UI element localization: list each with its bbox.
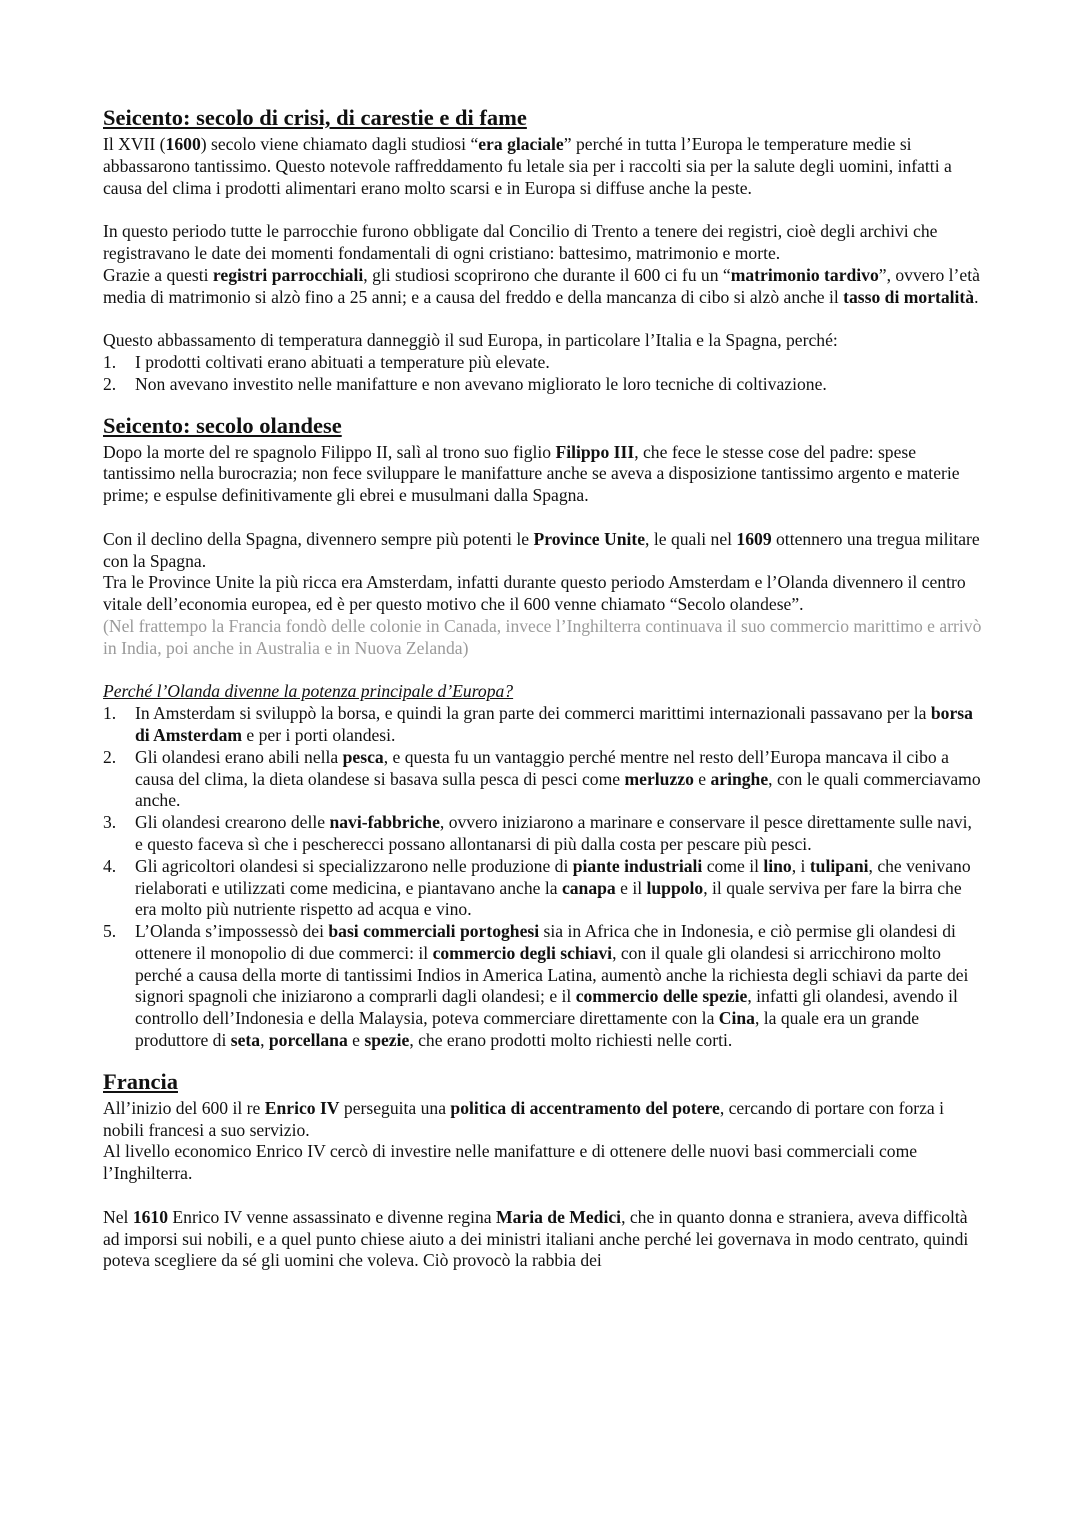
paragraph: [103, 1098, 983, 1185]
bold-text: Maria de Medici: [495, 1206, 622, 1227]
text-run: , che erano prodotti molto richiesti nelle corti.: [409, 1030, 733, 1051]
list-number: 5.: [103, 921, 117, 942]
text-run: sia in Africa che in Indonesia, e ciò permise gli olandesi di ottenere il monopolio di due commerci: il: [135, 921, 956, 963]
bold-text: Cina: [718, 1008, 755, 1029]
bold-text: navi-fabbriche: [329, 812, 440, 833]
list-item: [103, 703, 983, 747]
bold-text: tasso di mortalità: [843, 286, 975, 307]
bold-text: 1610: [132, 1206, 168, 1227]
bold-text: seta: [230, 1030, 261, 1051]
bold-text: luppolo: [646, 877, 704, 898]
bold-text: 1600: [165, 134, 201, 154]
text-run: .: [974, 286, 979, 307]
list-number: 3.: [103, 812, 117, 833]
text-run: , che in quanto donna e straniera, aveva difficoltà ad imporsi sui nobili, e a quel punto chiese aiuto a dei ministri italiani anche perché lei governava in modo centrato, quindi poteva scegliere da sé gli uomini che voleva. Ciò provocò la rabbia dei: [103, 1206, 969, 1271]
text-run: , con le quali commerciavamo anche.: [135, 768, 981, 811]
bold-text: piante industriali: [572, 855, 703, 876]
text-run: e il: [615, 877, 647, 898]
list-number: 1.: [103, 703, 117, 724]
bold-text: commercio delle spezie: [575, 986, 748, 1007]
text-run: ottennero una tregua militare con la Spagna. Tra le Province Unite la più ricca era Amsterdam, infatti durante questo periodo Amsterdam e l’Olanda divennero il centro vitale dell’economia europea, ed è per questo motivo che il 600 venne chiamato “Secolo olandese”.: [103, 528, 980, 615]
list-item: [103, 812, 983, 856]
text-run: , che venivano rielaborati e utilizzati come medicina, e piantavano anche la: [135, 855, 971, 898]
text-run: Gli olandesi crearono delle: [135, 812, 330, 833]
text-run: come il: [702, 855, 764, 876]
text-run: , e questa fu un vantaggio perché mentre nel resto dell’Europa mancava il cibo a causa del clima, la dieta olandese si basava sulla pesca di pesci come: [135, 746, 949, 789]
bold-text: spezie: [364, 1030, 410, 1051]
bold-text: basi commerciali portoghesi: [328, 921, 540, 942]
section-heading: Francia: [103, 1068, 178, 1094]
text-run: , il quale serviva per fare la birra che era molto più nutriente rispetto ad acqua e vino.: [135, 877, 962, 920]
text-run: , la quale era un grande produttore di: [135, 1008, 920, 1051]
numbered-list: [103, 352, 983, 396]
aside-text: (Nel frattempo la Francia fondò delle colonie in Canada, invece l’Inghilterra continuava il suo commercio marittimo e arrivò in India, poi anche in Australia e in Nuova Zelanda): [103, 615, 982, 658]
list-item: [103, 352, 983, 374]
list-number: 2.: [103, 373, 117, 394]
text-run: , le quali nel: [645, 528, 737, 549]
text-run: All’inizio del 600 il re: [103, 1097, 265, 1118]
text-run: Questo abbassamento di temperatura danneggiò il sud Europa, in particolare l’Italia e la Spagna, perché:: [103, 330, 838, 351]
bold-text: lino: [763, 855, 792, 876]
list-item: [103, 856, 983, 921]
text-run: Non avevano investito nelle manifatture e non avevano migliorato le loro tecniche di coltivazione.: [135, 373, 827, 394]
bold-text: merluzzo: [624, 768, 694, 789]
text-run: perseguita una: [339, 1097, 451, 1118]
bold-text: Province Unite: [533, 528, 646, 549]
list-item: [103, 921, 983, 1052]
text-run: In Amsterdam si sviluppò la borsa, e quindi la gran parte dei commerci marittimi internazionali passavano per la: [135, 703, 931, 724]
text-run: , ovvero iniziarono a marinare e conservare il pesce direttamente sulle navi, e questo faceva sì che i pescherecci possano allontanarsi di più dalla costa per pescare più pesci.: [135, 812, 972, 854]
text-run: , i: [791, 855, 810, 876]
bold-text: politica di accentramento del potere: [450, 1097, 720, 1118]
bold-text: 1609: [736, 528, 772, 549]
list-number: 2.: [103, 746, 117, 767]
text-run: Enrico IV venne assassinato e divenne regina: [168, 1206, 496, 1227]
text-run: ”, ovvero l’età media di matrimonio si alzò fino a 25 anni; e a causa del freddo e della mancanza di cibo si alzò anche il: [103, 264, 980, 307]
text-run: e per i porti olandesi.: [242, 724, 396, 745]
text-run: , con il quale gli olandesi si arricchirono molto perché a causa della morte di tantissimi Indios in America Latina, aumentò anche la richiesta degli schiavi da parte dei signori spagnoli che iniziarono a comprarli dagli olandesi; e il: [135, 942, 969, 1007]
list-item: [103, 374, 983, 396]
text-run: , gli studiosi scoprirono che durante il 600 ci fu un “: [363, 264, 731, 285]
text-run: Gli olandesi erano abili nella: [135, 746, 343, 767]
bold-text: pesca: [342, 746, 384, 767]
paragraph: [103, 330, 983, 352]
bold-text: canapa: [561, 877, 616, 898]
text-run: , infatti gli olandesi, avendo il controllo dell’Indonesia e della Malaysia, poteva commerciare direttamente con la: [135, 986, 958, 1029]
section-heading: Seicento: secolo olandese: [103, 412, 342, 438]
bold-text: matrimonio tardivo: [730, 264, 879, 285]
text-run: Dopo la morte del re spagnolo Filippo II, salì al trono suo figlio: [103, 441, 556, 462]
text-run: , cercando di portare con forza i nobili francesi a suo servizio. Al livello economico Enrico IV cercò di investire nelle manifatture e di ottenere delle nuovi basi commerciali come l’Inghilterra.: [103, 1097, 945, 1184]
bold-text: borsa di Amsterdam: [135, 703, 973, 745]
list-item: [103, 747, 983, 812]
text-run: Gli agricoltori olandesi si specializzarono nelle produzione di: [135, 855, 573, 876]
paragraph: [103, 221, 983, 308]
document-page: [103, 104, 983, 1294]
paragraph: [103, 442, 983, 507]
text-run: e: [347, 1030, 365, 1051]
bold-text: Filippo III: [555, 441, 635, 462]
bold-text: aringhe: [710, 768, 769, 789]
paragraph: [103, 134, 983, 199]
text-run: , che fece le stesse cose del padre: spese tantissimo nella burocrazia; non fece sviluppare le manifatture anche se aveva a disposizione tantissimo argento e materie prime; e espulse definitivamente gli ebrei e musulmani dalla Spagna.: [103, 441, 960, 506]
bold-text: era glaciale: [478, 134, 564, 154]
text-run: In questo periodo tutte le parrocchie furono obbligate dal Concilio di Trento a tenere dei registri, cioè degli archivi che registravano le date dei momenti fondamentali di ogni cristiano: battesimo, matrimonio e morte. Grazie a questi: [103, 221, 938, 285]
bold-text: registri parrocchiali: [212, 264, 364, 285]
list-number: 4.: [103, 855, 117, 876]
list-number: 1.: [103, 351, 117, 372]
text-run: ,: [260, 1030, 269, 1051]
subheading-question: Perché l’Olanda divenne la potenza principale d’Europa?: [103, 681, 514, 702]
text-run: ) secolo viene chiamato dagli studiosi “: [200, 134, 479, 154]
bold-text: porcellana: [268, 1030, 348, 1051]
text-run: L’Olanda s’impossessò dei: [135, 921, 329, 942]
text-run: I prodotti coltivati erano abituati a temperature più elevate.: [135, 351, 550, 372]
bold-text: Enrico IV: [264, 1097, 340, 1118]
text-run: Nel: [103, 1206, 133, 1227]
section-heading: Seicento: secolo di crisi, di carestie e di fame: [103, 105, 527, 130]
paragraph: [103, 529, 983, 660]
numbered-list: [103, 703, 983, 1052]
text-run: Il XVII (: [103, 134, 166, 154]
paragraph: [103, 1207, 983, 1272]
bold-text: tulipani: [809, 855, 869, 876]
text-run: Con il declino della Spagna, divennero sempre più potenti le: [103, 528, 534, 549]
bold-text: commercio degli schiavi: [432, 942, 613, 963]
text-run: ” perché in tutta l’Europa le temperature medie si abbassarono tantissimo. Questo notevole raffreddamento fu letale sia per i raccolti sia per la salute degli uomini, infatti a causa del clima i prodotti alimentari erano molto scarsi e in Europa si diffuse anche la peste.: [103, 134, 952, 198]
text-run: e: [693, 768, 711, 789]
